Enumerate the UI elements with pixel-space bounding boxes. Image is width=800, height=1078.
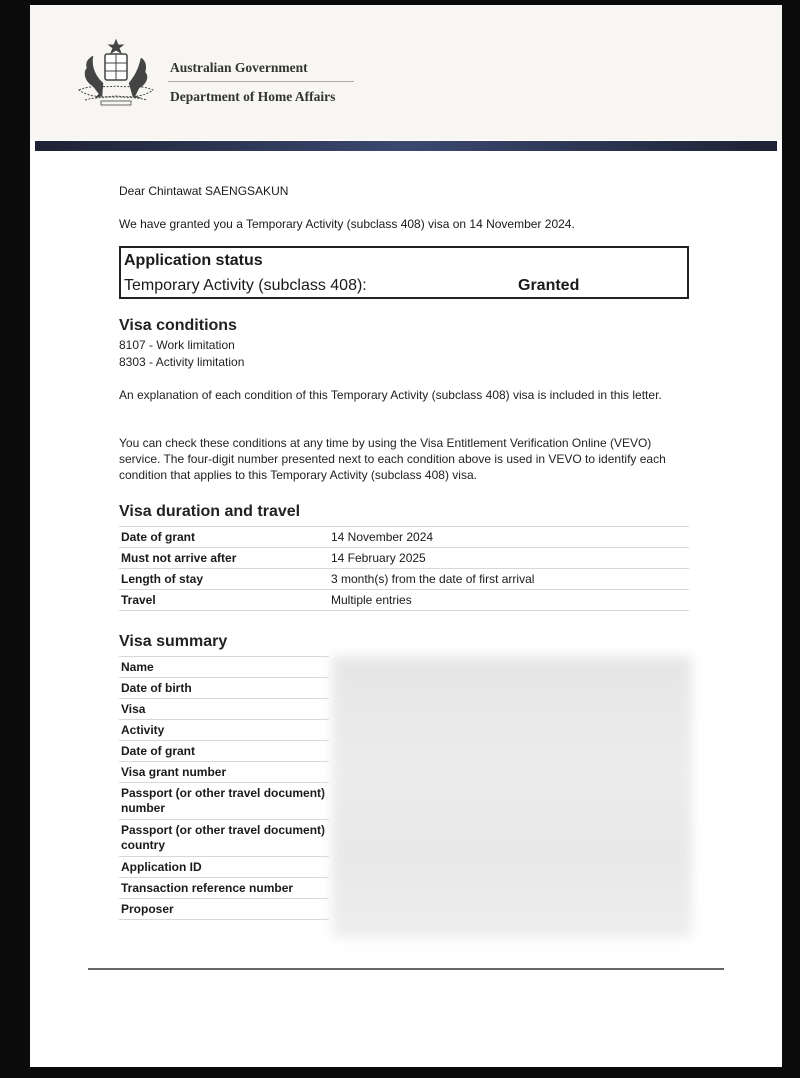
row-label: Date of grant [119, 741, 329, 762]
row-label: Length of stay [119, 569, 329, 590]
row-value: 3 month(s) from the date of first arrival [329, 569, 689, 590]
letter-page [30, 5, 782, 1067]
greeting: Dear Chintawat SAENGSAKUN [119, 184, 289, 198]
table-row [119, 878, 329, 899]
status-visa: Temporary Activity (subclass 408): [124, 277, 367, 294]
conditions-heading: Visa conditions [119, 317, 237, 334]
table-row [119, 783, 329, 820]
table-row [119, 548, 689, 569]
row-label: Activity [119, 720, 329, 741]
letter-header [30, 5, 782, 140]
table-row [119, 762, 329, 783]
table-row [119, 590, 689, 611]
status-value: Granted [518, 277, 580, 294]
table-row [119, 678, 329, 699]
vevo-explanation: You can check these conditions at any time by using the Visa Entitlement Verification Online (VEVO) service. The four-digit number presented next to each condition above is used in VEVO to identify each condition that applies to this Temporary Activity (subclass 408) visa. [119, 436, 666, 482]
row-label: Date of birth [119, 678, 329, 699]
row-value: 14 February 2025 [329, 548, 689, 569]
duration-table [119, 526, 689, 611]
header-bar [35, 141, 777, 151]
condition-item: 8107 - Work limitation [119, 338, 235, 352]
row-label: Transaction reference number [119, 878, 329, 899]
status-title: Application status [124, 252, 263, 269]
row-label: Date of grant [119, 527, 329, 548]
table-row [119, 699, 329, 720]
row-label: Visa [119, 699, 329, 720]
duration-heading: Visa duration and travel [119, 503, 301, 520]
row-label: Passport (or other travel document) country [119, 820, 329, 857]
condition-item: 8303 - Activity limitation [119, 355, 245, 369]
table-row [119, 657, 329, 678]
row-label: Travel [119, 590, 329, 611]
table-row [119, 720, 329, 741]
department-name: Department of Home Affairs [170, 89, 336, 104]
table-row [119, 857, 329, 878]
row-label: Name [119, 657, 329, 678]
row-label: Application ID [119, 857, 329, 878]
row-value: 14 November 2024 [329, 527, 689, 548]
footer-divider [88, 968, 724, 970]
table-row [119, 741, 329, 762]
redacted-values [332, 656, 692, 938]
application-status-box [119, 246, 689, 299]
row-label: Proposer [119, 899, 329, 920]
conditions-explanation: An explanation of each condition of this Temporary Activity (subclass 408) visa is included in this letter. [119, 388, 662, 402]
intro-text: We have granted you a Temporary Activity (subclass 408) visa on 14 November 2024. [119, 217, 575, 231]
table-row [119, 820, 329, 857]
summary-heading: Visa summary [119, 633, 228, 650]
header-divider [168, 81, 354, 82]
row-label: Passport (or other travel document) number [119, 783, 329, 820]
coat-of-arms-icon [75, 38, 157, 108]
summary-table [119, 656, 329, 920]
row-value: Multiple entries [329, 590, 689, 611]
table-row [119, 527, 689, 548]
government-name: Australian Government [170, 60, 308, 75]
row-label: Must not arrive after [119, 548, 329, 569]
row-label: Visa grant number [119, 762, 329, 783]
table-row [119, 569, 689, 590]
table-row [119, 899, 329, 920]
